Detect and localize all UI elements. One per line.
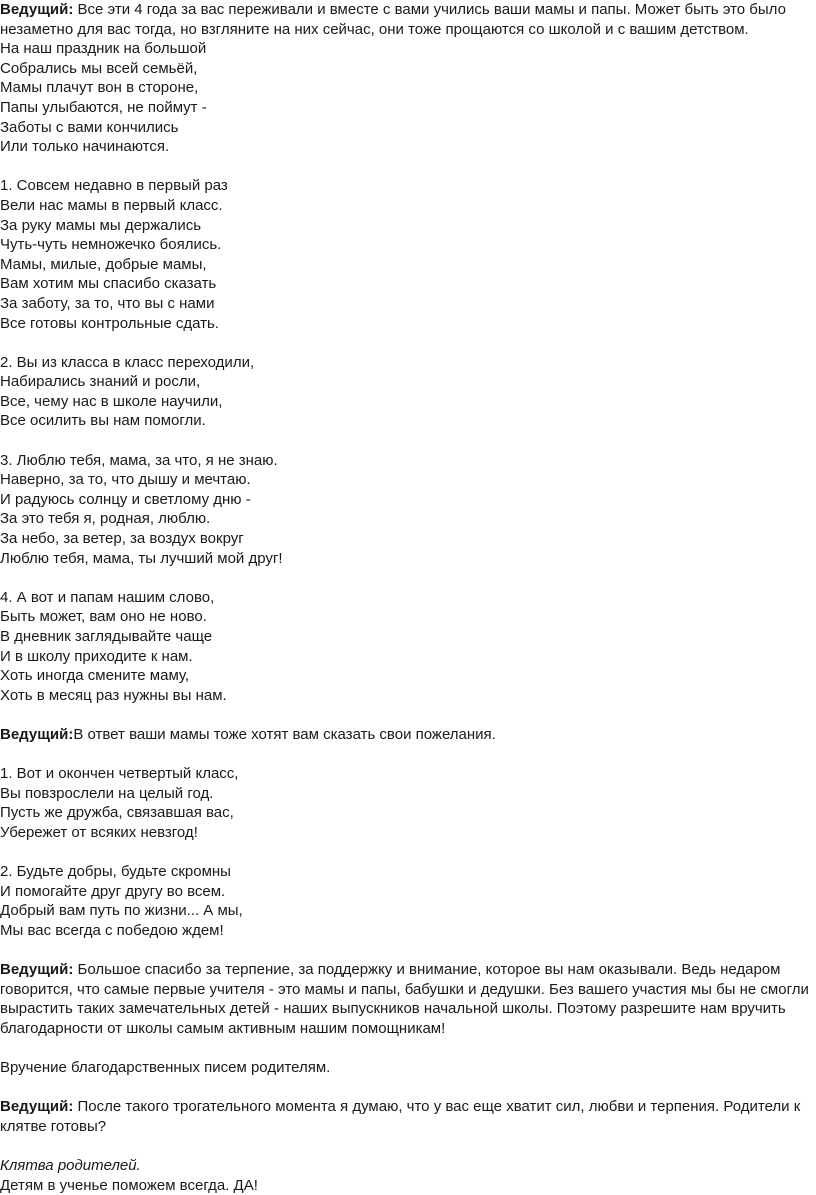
paragraph-oath-intro <box>0 1097 812 1136</box>
paragraph-text: Все эти 4 года за вас переживали и вместе с вами учились ваши мамы и папы. Может быть это было незаметно для вас тогда, но взгляните на них сейчас, они тоже прощаются со школой и с вашим детством. <box>0 1 786 38</box>
poem-line: Все готовы контрольные сдать. <box>0 314 219 332</box>
paragraph-text: После такого трогательного момента я думаю, что у вас еще хватит сил, любви и терпения. Родители к клятве готовы? <box>0 1098 801 1135</box>
poem-line: 3. Люблю тебя, мама, за что, я не знаю. <box>0 451 278 469</box>
poem-line: За заботу, за то, что вы с нами <box>0 294 215 312</box>
paragraph-mothers-reply <box>0 725 812 745</box>
poem-verse-2 <box>0 353 812 431</box>
paragraph-intro <box>0 0 812 39</box>
poem-line: За небо, за ветер, за воздух вокруг <box>0 530 244 548</box>
speaker-label: Ведущий: <box>0 1098 74 1116</box>
poem-line: Или только начинаются. <box>0 138 170 156</box>
poem-line: Добрый вам путь по жизни... А мы, <box>0 902 243 920</box>
poem-line: Вам хотим мы спасибо сказать <box>0 275 217 293</box>
poem-line: Мамы, милые, добрые мамы, <box>0 255 207 273</box>
poem-line: За руку мамы мы держались <box>0 216 202 234</box>
poem-mothers-1 <box>0 764 812 842</box>
poem-line: За это тебя я, родная, люблю. <box>0 510 211 528</box>
speaker-label: Ведущий: <box>0 961 74 979</box>
poem-line: Вели нас мамы в первый класс. <box>0 196 223 214</box>
paragraph-text: В ответ ваши мамы тоже хотят вам сказать свои пожелания. <box>73 725 496 743</box>
poem-mothers-2 <box>0 862 812 940</box>
poem-line: Набирались знаний и росли, <box>0 373 201 391</box>
poem-line: 2. Вы из класса в класс переходили, <box>0 353 255 371</box>
poem-line: Заботы с вами кончились <box>0 118 179 136</box>
paragraph-award: Вручение благодарственных писем родителям. <box>0 1059 331 1077</box>
poem-line: На наш праздник на большой <box>0 40 207 58</box>
poem-verse-4 <box>0 588 812 706</box>
poem-line: 1. Вот и окончен четвертый класс, <box>0 765 239 783</box>
poem-line: 2. Будьте добры, будьте скромны <box>0 863 231 881</box>
poem-line: Мамы плачут вон в стороне, <box>0 79 199 97</box>
poem-line: Все, чему нас в школе научили, <box>0 392 223 410</box>
paragraph-thanks <box>0 960 812 1038</box>
poem-line: Чуть-чуть немножечко боялись. <box>0 236 222 254</box>
poem-line: 1. Совсем недавно в первый раз <box>0 177 228 195</box>
poem-line: Быть может, вам оно не ново. <box>0 608 207 626</box>
paragraph-text: Большое спасибо за терпение, за поддержку и внимание, которое вы нам оказывали. Ведь недаром говорится, что самые первые учителя - это мамы и папы, бабушки и дедушки. Без вашего участия мы бы не смогли вырастить таких замечательных детей - наших выпускников начальной школы. Поэтому разрешите нам вручить благодарности от школы самым активным нашим помощникам! <box>0 961 809 1037</box>
poem-line: Пусть же дружба, связавшая вас, <box>0 804 234 822</box>
poem-line: Мы вас всегда с победою ждем! <box>0 921 224 939</box>
speaker-label: Ведущий: <box>0 725 74 743</box>
poem-line: Вы повзрослели на целый год. <box>0 784 214 802</box>
oath-title: Клятва родителей. <box>0 1157 141 1175</box>
speaker-label: Ведущий: <box>0 1 74 18</box>
poem-line: Собрались мы всей семьёй, <box>0 59 198 77</box>
poem-line: Хоть в месяц раз нужны вы нам. <box>0 686 227 704</box>
poem-opening <box>0 39 812 157</box>
poem-line: Все осилить вы нам помогли. <box>0 412 206 430</box>
poem-line: Наверно, за то, что дышу и мечтаю. <box>0 471 251 489</box>
poem-line: И помогайте друг другу во всем. <box>0 882 226 900</box>
poem-verse-3 <box>0 451 812 569</box>
poem-line: Люблю тебя, мама, ты лучший мой друг! <box>0 549 283 567</box>
poem-line: И радуюсь солнцу и светлому дню - <box>0 490 251 508</box>
poem-line: Убережет от всяких невзгод! <box>0 823 198 841</box>
poem-line: В дневник заглядывайте чаще <box>0 628 213 645</box>
poem-line: Папы улыбаются, не поймут - <box>0 98 207 116</box>
poem-verse-1 <box>0 176 812 333</box>
poem-line: 4. А вот и папам нашим слово, <box>0 588 215 606</box>
oath-line: Детям в ученье поможем всегда. ДА! <box>0 1176 258 1194</box>
poem-line: Хоть иногда смените маму, <box>0 667 190 685</box>
poem-line: И в школу приходите к нам. <box>0 647 193 665</box>
